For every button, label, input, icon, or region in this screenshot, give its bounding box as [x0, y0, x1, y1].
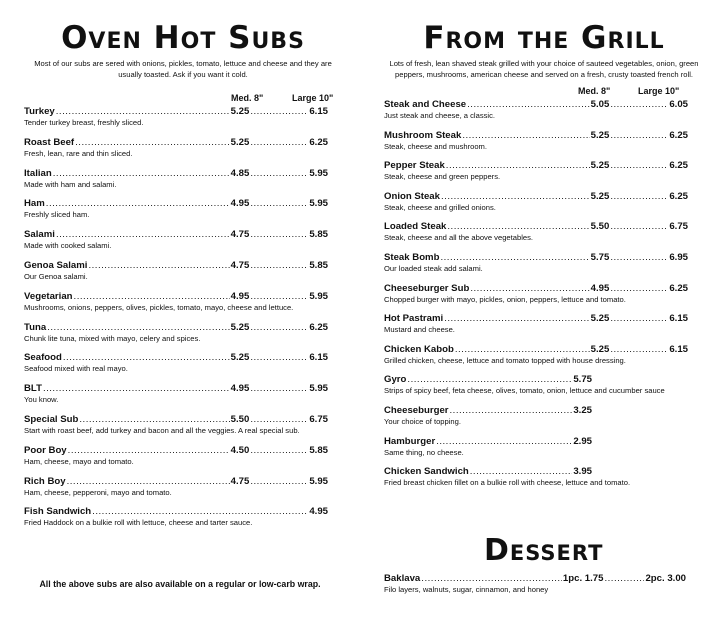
dot-leader — [436, 436, 572, 448]
dot-leader — [88, 260, 229, 272]
menu-item-line — [24, 229, 328, 241]
dot-leader — [79, 414, 229, 426]
item-name: Steak Bomb — [384, 252, 440, 263]
menu-item-line — [24, 137, 328, 149]
dot-leader — [74, 291, 230, 303]
item-name: Rich Boy — [24, 475, 66, 487]
price-medium: 5.25 — [590, 190, 610, 202]
item-description: Fried Haddock on a bulkie roll with lettuce, cheese and tarter sauce. — [24, 518, 253, 528]
item-name: Ham — [24, 198, 45, 210]
dot-leader — [447, 221, 589, 233]
dot-leader — [250, 291, 308, 303]
menu-item-line — [384, 191, 688, 203]
item-name: Genoa Salami — [24, 260, 88, 271]
wrap-footnote: All the above subs are also available on a regular or low-carb wrap. — [39, 579, 321, 589]
menu-item — [384, 283, 688, 305]
price-large: 5.95 — [309, 198, 328, 210]
price-medium: 4.75 — [230, 260, 250, 271]
section-title: From the Grill — [423, 20, 665, 56]
item-description: Mustard and cheese. — [384, 325, 455, 335]
menu-item — [24, 322, 328, 344]
menu-item-line — [24, 476, 328, 488]
item-name: Cheeseburger Sub — [384, 282, 470, 294]
item-description: Filo layers, walnuts, sugar, cinnamon, and honey — [384, 585, 549, 594]
price-medium: 5.25 — [230, 321, 250, 333]
price-large: 6.75 — [309, 414, 328, 425]
menu-item-line — [24, 506, 328, 518]
dot-leader — [250, 476, 308, 488]
menu-item-line — [384, 344, 688, 356]
price-large: 5.85 — [309, 229, 328, 241]
dot-leader — [470, 466, 573, 478]
menu-item-line — [384, 374, 688, 386]
section-title: Oven Hot Subs — [61, 20, 305, 56]
item-description: Steak, cheese and green peppers. — [384, 172, 501, 182]
menu-item — [384, 466, 688, 488]
price-large: 6.15 — [669, 313, 688, 325]
price-medium: 5.50 — [590, 221, 610, 233]
item-name: Seafood — [24, 352, 62, 364]
dot-leader — [462, 130, 589, 142]
menu-item — [384, 99, 688, 121]
dot-leader — [604, 573, 644, 585]
dot-leader — [446, 160, 590, 172]
dot-leader — [250, 137, 308, 149]
menu-item — [24, 137, 328, 159]
menu-item-line — [384, 160, 688, 172]
dot-leader — [75, 137, 230, 149]
item-name: Hamburger — [384, 435, 436, 447]
price-medium: 5.05 — [590, 99, 610, 110]
item-description: Ham, cheese, mayo and tomato. — [24, 456, 134, 466]
dot-leader — [421, 573, 562, 585]
menu-item-line — [384, 405, 688, 417]
price-medium: 5.25 — [230, 136, 250, 148]
item-name: Special Sub — [24, 414, 79, 425]
dot-leader — [610, 191, 668, 203]
size-label-medium: Med. 8" — [231, 93, 264, 103]
size-label-large: Large 10" — [638, 86, 680, 96]
menu-item — [24, 414, 328, 436]
menu-item-line — [384, 252, 688, 264]
item-name: Turkey — [24, 106, 55, 117]
dot-leader — [610, 160, 668, 172]
dot-leader — [67, 476, 230, 488]
price-medium: 4.95 — [230, 290, 250, 302]
price-large: 6.05 — [669, 99, 688, 110]
dot-leader — [610, 313, 668, 325]
dot-leader — [56, 106, 230, 118]
item-description: Made with cooked salami. — [24, 241, 112, 251]
item-name: Salami — [24, 229, 55, 241]
item-name: Tuna — [24, 321, 47, 333]
menu-item-line — [24, 322, 328, 334]
menu-item-line — [24, 198, 328, 210]
dot-leader — [444, 313, 589, 325]
item-name: Roast Beef — [24, 136, 75, 148]
item-name: Baklava — [384, 573, 421, 584]
price-medium: 5.25 — [230, 106, 250, 117]
menu-item-line — [24, 352, 328, 364]
menu-item — [24, 106, 328, 128]
dot-leader — [610, 221, 668, 233]
price-large: 6.75 — [669, 221, 688, 233]
dot-leader — [610, 283, 668, 295]
menu-item — [384, 252, 688, 274]
menu-item — [24, 229, 328, 251]
price-medium: 4.85 — [230, 167, 250, 179]
dot-leader — [467, 99, 590, 111]
dot-leader — [46, 198, 230, 210]
dot-leader — [68, 445, 230, 457]
menu-item-line — [24, 383, 328, 395]
item-description: Chopped burger with mayo, pickles, onion, peppers, lettuce and tomato. — [384, 294, 626, 304]
dot-leader — [63, 352, 230, 364]
price-medium: 5.75 — [573, 374, 592, 386]
item-description: Ham, cheese, pepperoni, mayo and tomato. — [24, 487, 172, 497]
dot-leader — [470, 283, 589, 295]
item-description: Our Genoa salami. — [24, 272, 88, 281]
menu-item-line — [384, 466, 688, 478]
dot-leader — [441, 191, 590, 203]
menu-item-line — [384, 436, 688, 448]
price-medium: 4.75 — [230, 475, 250, 487]
item-name: Chicken Kabob — [384, 343, 454, 355]
price-medium: 4.75 — [230, 229, 250, 241]
price-large: 5.95 — [309, 383, 328, 395]
menu-item-line — [384, 99, 688, 111]
menu-item — [24, 445, 328, 467]
section-intro: Lots of fresh, lean shaved steak grilled with your choice of sauteed vegetables, onion, green peppers, mushrooms, american cheese and served on a fresh, crusty toasted french roll. — [389, 59, 699, 79]
item-description: Fresh, lean, rare and thin sliced. — [24, 148, 133, 158]
menu-item — [384, 160, 688, 182]
item-name: Chicken Sandwich — [384, 466, 469, 478]
menu-item-line — [24, 260, 328, 272]
dot-leader — [53, 168, 230, 180]
dot-leader — [407, 374, 572, 386]
item-name: Vegetarian — [24, 290, 73, 302]
item-name: BLT — [24, 383, 42, 395]
dot-leader — [250, 229, 308, 241]
price-medium: 4.50 — [230, 444, 250, 456]
item-description: Grilled chicken, cheese, lettuce and tomato topped with house dressing. — [384, 355, 626, 365]
menu-item — [24, 476, 328, 498]
menu-item-line — [24, 414, 328, 426]
price-medium: 5.25 — [590, 129, 610, 141]
item-description: Fried breast chicken fillet on a bulkie roll with cheese, lettuce and tomato. — [384, 478, 631, 488]
menu-item — [384, 221, 688, 243]
menu-item — [384, 130, 688, 152]
menu-item — [384, 191, 688, 213]
price-large: 6.15 — [309, 352, 328, 364]
price-medium: 2.95 — [573, 435, 592, 447]
menu-item — [384, 405, 688, 427]
item-description: Our loaded steak add salami. — [384, 264, 483, 273]
dot-leader — [250, 383, 308, 395]
price-medium: 5.25 — [590, 313, 610, 325]
item-description: Tender turkey breast, freshly sliced. — [24, 118, 144, 127]
price-large: 6.25 — [669, 160, 688, 172]
dot-leader — [250, 198, 308, 210]
dot-leader — [455, 344, 590, 356]
menu-item — [24, 260, 328, 282]
menu-item — [24, 168, 328, 190]
dot-leader — [56, 229, 230, 241]
item-name: Mushroom Steak — [384, 129, 462, 141]
price-medium: 5.25 — [590, 343, 610, 355]
menu-item-line — [384, 313, 688, 325]
menu-item — [384, 374, 688, 396]
item-name: Loaded Steak — [384, 221, 447, 233]
item-name: Hot Pastrami — [384, 313, 444, 325]
menu-item — [384, 344, 688, 366]
dot-leader — [250, 414, 308, 426]
dot-leader — [440, 252, 589, 264]
price-medium: 4.95 — [590, 282, 610, 294]
size-label-medium: Med. 8" — [578, 86, 611, 96]
menu-item — [384, 313, 688, 335]
item-description: Seafood mixed with real mayo. — [24, 364, 128, 374]
item-description: Strips of spicy beef, feta cheese, olives, tomato, onion, lettuce and cucumber sauce — [384, 386, 665, 396]
price-medium: 4.95 — [230, 383, 250, 395]
item-description: Chunk lite tuna, mixed with mayo, celery and spices. — [24, 333, 201, 343]
dot-leader — [250, 352, 308, 364]
price-large: 6.25 — [669, 282, 688, 294]
menu-item — [24, 291, 328, 313]
price-large: 6.25 — [309, 136, 328, 148]
price-large: 2pc. 3.00 — [645, 573, 686, 584]
size-label-large: Large 10" — [292, 93, 334, 103]
price-large: 5.85 — [309, 260, 328, 271]
price-large: 5.95 — [309, 167, 328, 179]
menu-item — [24, 506, 328, 528]
price-large: 6.15 — [669, 343, 688, 355]
price-medium: 5.25 — [590, 160, 610, 172]
price-medium: 1pc. 1.75 — [562, 573, 604, 584]
item-description: Made with ham and salami. — [24, 179, 117, 189]
price-medium: 3.95 — [573, 466, 592, 478]
price-large: 5.95 — [309, 475, 328, 487]
dot-leader — [92, 506, 308, 518]
price-large: 4.95 — [309, 506, 328, 518]
price-large: 6.25 — [309, 321, 328, 333]
item-description: Your choice of topping. — [384, 417, 461, 426]
menu-item-line — [384, 573, 686, 585]
dot-leader — [610, 252, 668, 264]
item-name: Onion Steak — [384, 190, 440, 202]
menu-item-line — [384, 130, 688, 142]
menu-item — [384, 573, 686, 595]
menu-item-line — [24, 168, 328, 180]
item-description: Start with roast beef, add turkey and bacon and all the veggies. A real special sub. — [24, 426, 300, 435]
menu-item-line — [24, 445, 328, 457]
menu-item-line — [384, 221, 688, 233]
price-medium: 5.25 — [230, 352, 250, 364]
item-description: Steak, cheese and mushroom. — [384, 141, 487, 151]
item-description: Just steak and cheese, a classic. — [384, 111, 496, 120]
item-description: Freshly sliced ham. — [24, 210, 90, 220]
item-description: Steak, cheese and all the above vegetables. — [384, 233, 534, 243]
menu-item — [24, 383, 328, 405]
price-large: 6.25 — [669, 129, 688, 141]
menu-item-line — [24, 106, 328, 118]
dot-leader — [250, 106, 308, 118]
dot-leader — [47, 322, 229, 334]
menu-item-line — [384, 283, 688, 295]
price-large: 6.95 — [669, 252, 688, 263]
price-large: 6.25 — [669, 190, 688, 202]
dot-leader — [610, 344, 668, 356]
item-name: Italian — [24, 167, 52, 179]
price-large: 5.95 — [309, 290, 328, 302]
section-intro: Most of our subs are sered with onions, pickles, tomato, lettuce and cheese and they are usually toasted. Ask if you want it cold. — [34, 59, 332, 79]
price-large: 6.15 — [309, 106, 328, 117]
item-name: Steak and Cheese — [384, 99, 467, 110]
item-name: Gyro — [384, 374, 407, 386]
menu-item — [384, 436, 688, 458]
dessert-title: Dessert — [484, 533, 604, 568]
item-name: Pepper Steak — [384, 160, 445, 172]
price-medium: 4.95 — [230, 198, 250, 210]
dot-leader — [450, 405, 573, 417]
price-medium: 5.75 — [590, 252, 610, 263]
item-description: Steak, cheese and grilled onions. — [384, 202, 496, 212]
item-name: Poor Boy — [24, 444, 67, 456]
menu-item — [24, 198, 328, 220]
dot-leader — [43, 383, 230, 395]
menu-item — [24, 352, 328, 374]
item-description: Same thing, no cheese. — [384, 447, 464, 457]
dot-leader — [610, 130, 668, 142]
dot-leader — [250, 260, 308, 272]
item-description: You know. — [24, 395, 59, 405]
price-large: 5.85 — [309, 444, 328, 456]
dot-leader — [610, 99, 668, 111]
item-name: Cheeseburger — [384, 405, 449, 416]
item-name: Fish Sandwich — [24, 506, 92, 518]
item-description: Mushrooms, onions, peppers, olives, pickles, tomato, mayo, cheese and lettuce. — [24, 302, 294, 312]
dot-leader — [250, 168, 308, 180]
dot-leader — [250, 322, 308, 334]
price-medium: 5.50 — [230, 414, 250, 425]
dot-leader — [250, 445, 308, 457]
price-medium: 3.25 — [573, 405, 592, 416]
menu-item-line — [24, 291, 328, 303]
